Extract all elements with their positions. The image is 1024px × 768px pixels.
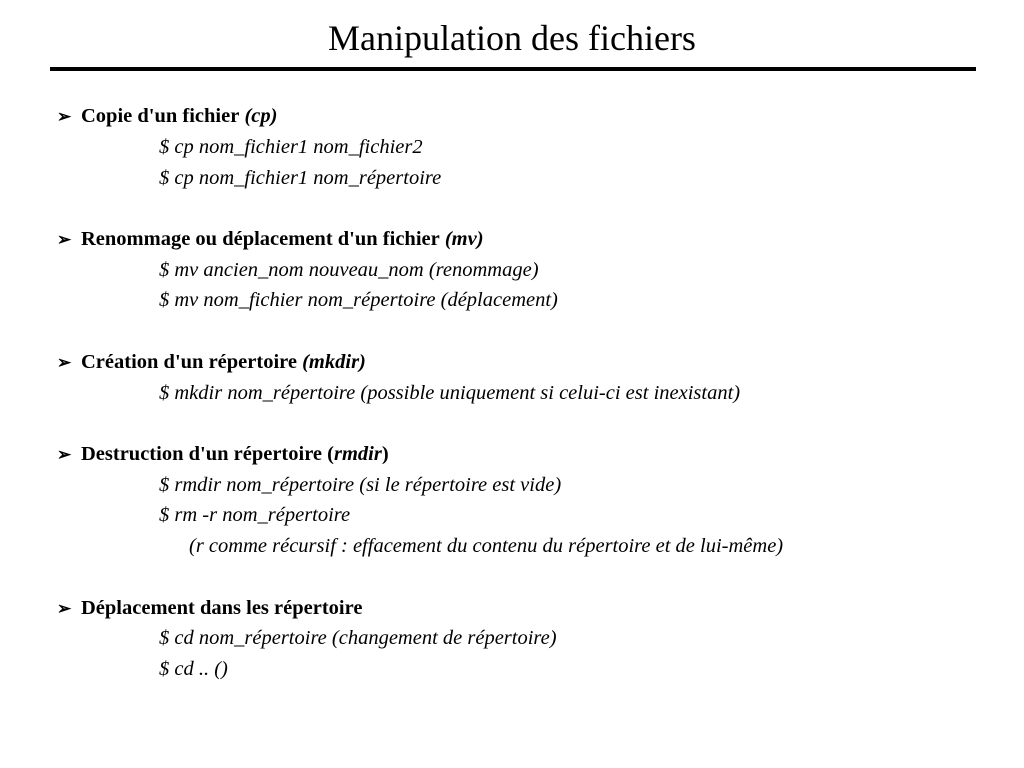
command-example: $ mv nom_fichier nom_répertoire (déplacement) — [159, 289, 558, 312]
command-example: $ cp nom_fichier1 nom_fichier2 — [159, 135, 423, 158]
section-heading — [57, 593, 997, 624]
command-name: rmdir — [333, 442, 382, 465]
command-note: (r comme récursif : effacement du contenu du répertoire et de lui-même) — [189, 535, 784, 558]
heading-text: Destruction d'un répertoire — [81, 442, 323, 465]
section-heading — [57, 224, 997, 255]
section-copy — [57, 101, 997, 193]
command-example: $ rm -r nom_répertoire — [159, 504, 351, 527]
command-example: $ cp nom_fichier1 nom_répertoire — [159, 166, 442, 189]
heading-text: Déplacement dans les répertoire — [81, 596, 363, 619]
section-rename-move — [57, 224, 997, 316]
heading-paren-close: ) — [381, 442, 389, 465]
section-cd — [57, 593, 997, 685]
heading-text: Création d'un répertoire — [81, 350, 297, 373]
heading-text: Renommage ou déplacement d'un fichier — [81, 227, 440, 250]
arrow-bullet-icon: ➢ — [57, 229, 72, 249]
section-heading — [57, 347, 997, 378]
command-example: $ mkdir nom_répertoire (possible uniquement si celui-ci est inexistant) — [159, 381, 741, 404]
section-rmdir — [57, 439, 997, 562]
slide-content — [57, 101, 997, 715]
heading-text: Copie d'un fichier — [81, 105, 240, 127]
arrow-bullet-icon: ➢ — [57, 444, 72, 464]
page-title: Manipulation des fichiers — [328, 18, 696, 58]
command-name: (mkdir) — [296, 350, 366, 373]
command-name: (cp) — [239, 105, 278, 127]
section-heading — [57, 101, 997, 132]
arrow-bullet-icon: ➢ — [57, 598, 72, 618]
section-heading — [57, 439, 997, 470]
arrow-bullet-icon: ➢ — [57, 352, 72, 372]
command-example: $ cd nom_répertoire (changement de répertoire) — [159, 627, 557, 650]
heading-paren-open: ( — [322, 442, 334, 465]
arrow-bullet-icon: ➢ — [57, 107, 72, 126]
command-example: $ cd .. () — [159, 658, 228, 681]
command-example: $ mv ancien_nom nouveau_nom (renommage) — [159, 258, 539, 281]
section-mkdir — [57, 347, 997, 409]
command-example: $ rmdir nom_répertoire (si le répertoire est vide) — [159, 473, 562, 496]
title-divider — [50, 67, 976, 71]
command-name: (mv) — [439, 227, 484, 250]
